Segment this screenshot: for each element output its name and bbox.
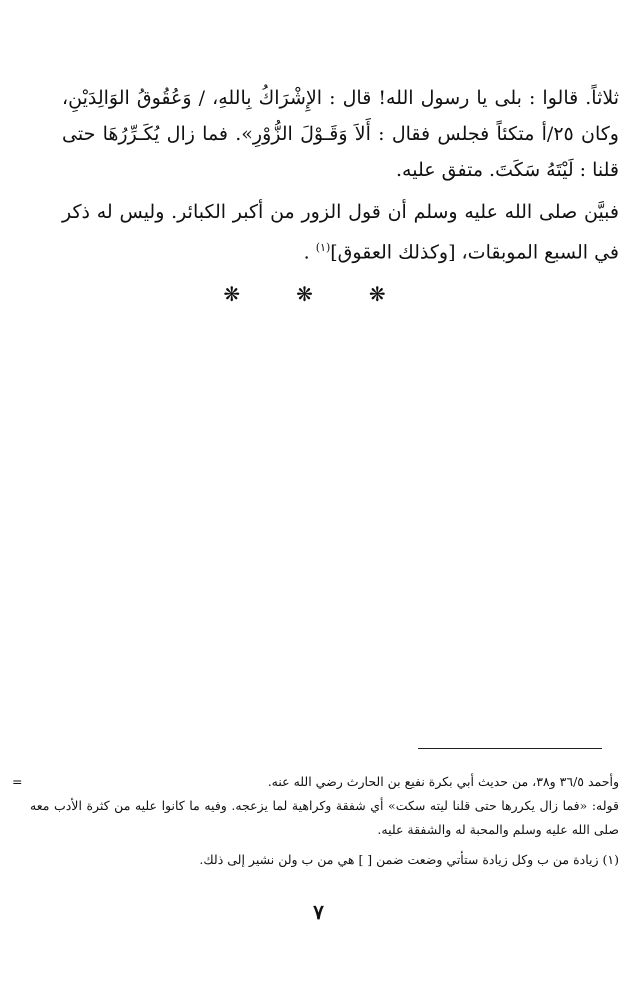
footnote-1: (١) زيادة من ب وكل زيادة ستأتي وضعت ضمن [ ] هي من ب ولن نشير إلى ذلك. [199, 852, 619, 867]
body-paragraph-1: ثلاثاً. قالوا : بلى يا رسول الله! قال : الإِشْرَاكُ بِاللهِ، / وَعُقُوقُ الوَالِدَيْنِ، وكان ٢٥/أ متكئاً فجلس فقال : أَلاَ وَقَـوْلَ الزُّوْرِ». فما زال يُكَـرِّرُهَا حتى قلنا : لَيْتَهُ سَكَتَ. متفق عليه. [62, 87, 619, 181]
section-separator [0, 282, 637, 306]
page-number: ٧ [313, 900, 324, 924]
body-paragraph-2-text: فبيَّن صلى الله عليه وسلم أن قول الزور من أكبر الكبائر. وليس له ذكر في السبع الموبقات، [وكذلك العقوق] [62, 201, 619, 264]
footnotes-block [12, 770, 619, 872]
footnote-reference-1: (١) [315, 241, 331, 254]
body-paragraph-2-end: . [303, 241, 316, 264]
footnote-continuation-line-1 [12, 770, 619, 794]
separator-star-icon: ❋ [368, 282, 414, 306]
footnote-continuation-marker: = [12, 774, 23, 789]
separator-star-icon: ❋ [223, 282, 269, 306]
footnote-continuation-text-1: وأحمد ٣٦/٥ و٣٨، من حديث أبي بكرة نفيع بن الحارث رضي الله عنه. [267, 774, 619, 789]
separator-star-icon: ❋ [296, 282, 341, 306]
body-paragraph-2 [62, 194, 619, 270]
main-text-block [62, 80, 619, 276]
footnote-divider [418, 748, 602, 749]
footnote-continuation-line-2: قوله: «فما زال يكررها حتى قلنا ليته سكت» أي شفقة وكراهية لما يزعجه. وفيه ما كانوا عليه من كثرة الأدب معه صلى الله عليه وسلم والمحبة له والشفقة عليه. [30, 798, 619, 837]
